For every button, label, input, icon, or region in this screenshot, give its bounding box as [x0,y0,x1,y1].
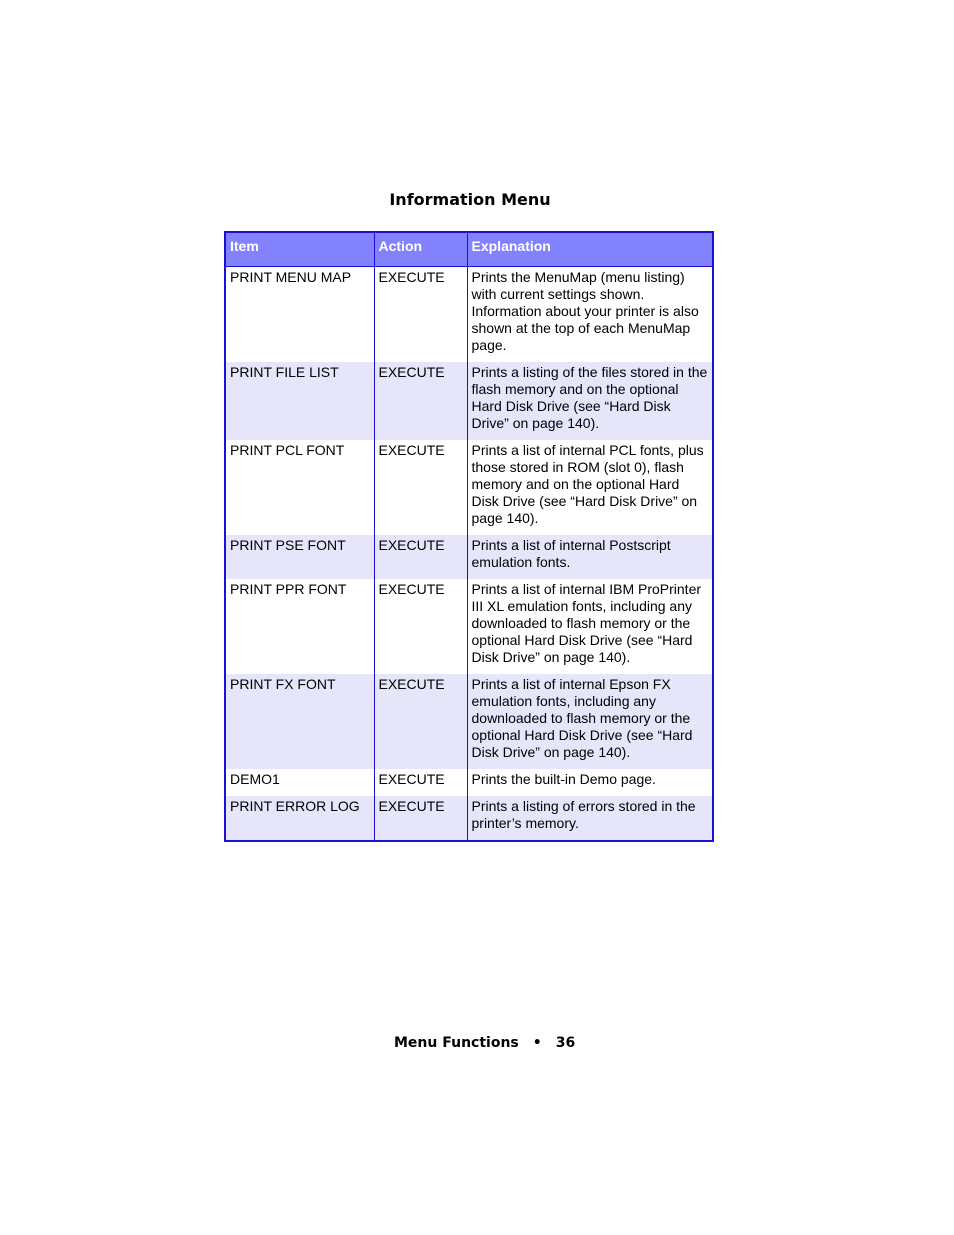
footer-page-number: 36 [555,1035,576,1051]
cell-action: EXECUTE [374,362,467,440]
header-action: Action [374,232,467,266]
information-menu-table [224,231,714,842]
cell-action: EXECUTE [374,535,467,579]
cell-action: EXECUTE [374,440,467,535]
cell-action: EXECUTE [374,266,467,362]
page-title: Information Menu [389,190,551,209]
cell-item: PRINT PPR FONT [230,580,347,597]
table-row [225,535,713,579]
cell-action: EXECUTE [374,796,467,841]
cell-item: PRINT FILE LIST [225,362,374,440]
cell-item: PRINT ERROR LOG [225,796,374,841]
cell-action: EXECUTE [374,769,467,796]
cell-explanation: Prints a listing of errors stored in the printer’s memory. [467,796,713,841]
table-row [225,796,713,841]
cell-item: PRINT MENU MAP [230,268,352,285]
cell-action: EXECUTE [374,579,467,674]
cell-action: EXECUTE [374,674,467,769]
table-row [225,266,713,362]
cell-item: PRINT FX FONT [225,674,374,769]
cell-item: PRINT PCL FONT [230,441,345,458]
cell-explanation: Prints the MenuMap (menu listing) with current settings shown. Information about your printer is also shown at the top of each MenuMap page. [467,266,713,362]
table-row [225,769,713,796]
cell-explanation: Prints a list of internal Postscript emulation fonts. [467,535,713,579]
table-row [225,362,713,440]
cell-explanation: Prints the built-in Demo page. [467,769,713,796]
table-header-row [225,232,713,266]
table-row [225,579,713,674]
footer-section: Menu Functions [394,1035,519,1051]
cell-item: DEMO1 [230,770,280,787]
cell-explanation: Prints a list of internal IBM ProPrinter III XL emulation fonts, including any downloaded to flash memory or the optional Hard Disk Drive (see “Hard Disk Drive” on page 140). [467,579,713,674]
cell-explanation: Prints a list of internal PCL fonts, plus those stored in ROM (slot 0), flash memory and on the optional Hard Disk Drive (see “Hard Disk Drive” on page 140). [467,440,713,535]
header-explanation: Explanation [467,232,713,266]
header-item: Item [225,232,374,266]
cell-explanation: Prints a listing of the files stored in the flash memory and on the optional Hard Disk Drive (see “Hard Disk Drive” on page 140). [467,362,713,440]
cell-item: PRINT PSE FONT [225,535,374,579]
cell-explanation: Prints a list of internal Epson FX emulation fonts, including any downloaded to flash memory or the optional Hard Disk Drive (see “Hard Disk Drive” on page 140). [467,674,713,769]
footer-separator: • [532,1035,542,1051]
table-row [225,440,713,535]
table-row [225,674,713,769]
page-footer [394,1034,575,1052]
